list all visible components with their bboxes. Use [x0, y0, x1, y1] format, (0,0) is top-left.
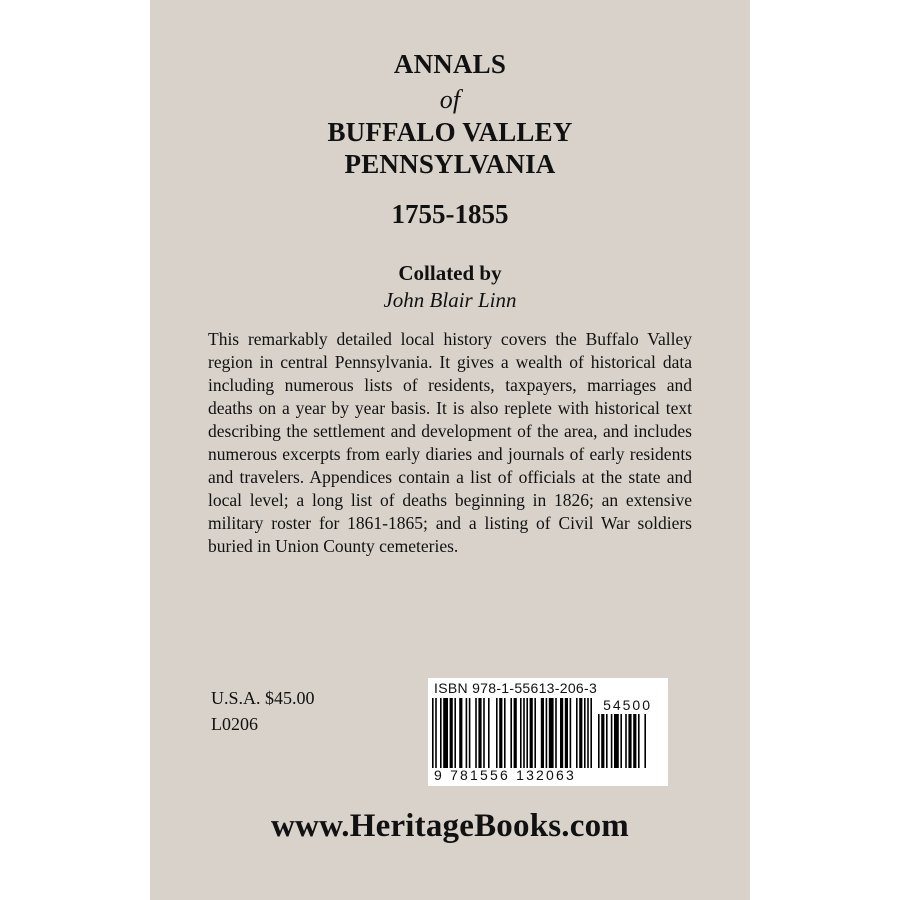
isbn-barcode: [428, 678, 668, 786]
title-line-annals: ANNALS: [393, 49, 507, 79]
collated-label: Collated by: [398, 261, 502, 285]
title-line-of: of: [439, 85, 461, 114]
ean-digits: 9 781556 132063: [434, 767, 576, 783]
author-name: John Blair Linn: [383, 288, 517, 312]
isbn-label: ISBN 978-1-55613-206-3: [434, 680, 598, 696]
publisher-website: www.HeritageBooks.com: [271, 808, 629, 844]
barcode-addon-bars: [598, 714, 660, 768]
book-back-cover: [150, 0, 750, 900]
product-code: L0206: [211, 714, 258, 734]
year-range: 1755-1855: [391, 199, 509, 229]
price-code: 54500: [603, 697, 652, 713]
title-line-buffalo-valley: BUFFALO VALLEY: [327, 117, 573, 147]
title-line-pennsylvania: PENNSYLVANIA: [344, 149, 556, 179]
book-description: This remarkably detailed local history covers the Buffalo Valley region in central Pennsylvania. It gives a wealth of historical data including numerous lists of residents, taxpayers, marriages and deaths on a year by year basis. It is also replete with historical text describing the settlement and development of the area, and includes numerous excerpts from early diaries and journals of early residents and travelers. Appendices contain a list of officials at the state and local level; a long list of deaths beginning in 1826; an extensive military roster for 1861-1865; and a listing of Civil War soldiers buried in Union County cemeteries.: [208, 329, 692, 556]
price-label: U.S.A. $45.00: [211, 688, 315, 708]
barcode-main-bars: [432, 698, 594, 768]
